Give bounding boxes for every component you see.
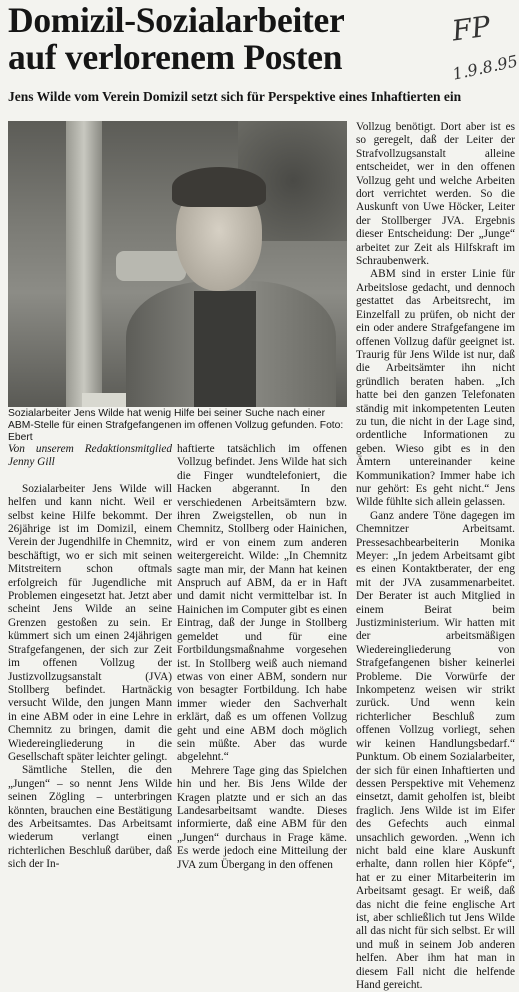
article-column-3 <box>356 121 515 992</box>
headline <box>8 2 478 76</box>
handwritten-date: 1.9.8.95 <box>450 51 519 84</box>
article-column-1 <box>8 443 172 872</box>
photo-person-shirt <box>194 291 256 407</box>
article-photo <box>8 121 347 407</box>
headline-line-1: Domizil-Sozialarbeiter <box>8 0 345 40</box>
paragraph: haftierte tatsächlich im offenen Vollzug befindet. Jens Wilde hat sich die Finger wundtelefoniert, die Hacken abgerannt. In den verschiedenen Arbeitsämtern bzw. ihren Zweigstellen, ob nun in Chemnitz, Stollberg oder Hainichen, wird er von einem zum anderen weitergereicht. Wilde: „In Chemnitz sagte man mir, der Mann hat keinen Anspruch auf ABM, da er in Haft und damit nicht vermittelbar ist. In Hainichen im Computer gibt es einen Eintrag, daß der Junge in Stollberg gemeldet und für eine Fortbildungsmaßnahme vorgesehen ist. In Stollberg weiß auch niemand etwas von einer ABM, sondern nur von besagter Fortbildung. Ich habe immer wieder den Sachverhalt erklärt, daß es um offenen Vollzug geht und eine ABM doch möglich sein müßte. Aber das wurde abgelehnt.“ <box>177 443 347 764</box>
paragraph: Vollzug benötigt. Dort aber ist es so geregelt, daß der Leiter der Strafvollzugsanstalt alleine entscheidet, wer in den offenen Vollzug geht und welche Arbeiten dort verrichtet werden. So die Auskunft von Uwe Höcker, Leiter der Stollberger JVA. Ergebnis dieser Entscheidung: Der „Junge“ arbeitet zur Zeit als Hilfskraft im Schraubenwerk. <box>356 121 515 268</box>
headline-line-2: auf verlorenem Posten <box>8 37 343 77</box>
paragraph: Sämtliche Stellen, die den „Jungen“ – so nennt Jens Wilde seinen Zögling – unterbringen könnten, brauchen eine Bestätigung des Arbeitsamtes. Das Arbeitsamt wiederum verlangt einen richterlichen Beschluß darüber, daß sich der In- <box>8 764 172 871</box>
article-column-2 <box>177 443 347 872</box>
photo-pole-poster <box>82 393 126 407</box>
photo-caption: Sozialarbeiter Jens Wilde hat wenig Hilfe bei seiner Suche nach einer ABM-Stelle für einen Strafgefangenen im offenen Vollzug gefunden. Foto: Ebert <box>8 408 344 443</box>
subheadline: Jens Wilde vom Verein Domizil setzt sich für Perspektive eines Inhaftierten ein <box>8 89 462 104</box>
photo-person-hair <box>172 167 266 207</box>
photo-background-car <box>116 251 186 281</box>
paragraph: Mehrere Tage ging das Spielchen hin und her. Bis Jens Wilde der Kragen platzte und er sich an das Landesarbeitsamt wandte. Dieses informierte, daß eine ABM für den „Jungen“ durchaus in Frage käme. Es werde jedoch eine Mitteilung der JVA zum Übergang in den offenen <box>177 764 347 871</box>
paragraph: Sozialarbeiter Jens Wilde will helfen und kann nicht. Weil er selbst keine Hilfe bekommt. Der 26jährige ist im Domizil, einem Verein der Jugendhilfe in Chemnitz, beschäftigt, wo er sich mit seinen Mitstreitern schon oftmals erfolgreich für Jugendliche mit Problemen eingesetzt hat. Jetzt aber scheint Jens Wilde an seine Grenzen gestoßen zu sein. Er kümmert sich um einen 24jährigen Strafgefangenen, der sich zur Zeit im offenen Vollzug der Justizvollzugsanstalt (JVA) Stollberg befindet. Hartnäckig versucht Wilde, den jungen Mann in eine ABM oder in eine Lehre in Chemnitz zu bringen, damit die Wiedereingliederung in die Gesellschaft später leichter gelingt. <box>8 482 172 763</box>
byline: Von unserem Redaktionsmitglied Jenny Gill <box>8 443 172 469</box>
paragraph: Ganz andere Töne dagegen im Chemnitzer Arbeitsamt. Pressesachbearbeiterin Monika Meyer: „In jedem Arbeitsamt gibt es einen Kontaktberater, der eng mit der JVA zusammenarbeitet. Der Berater ist auch Mitglied in einem Beirat beim Justizministerium. Wir hatten mit der arbeitsmäßigen Wiedereingliederung von Strafgefangenen bisher keinerlei Probleme. Die Vorwürfe der Inkompetenz weisen wir strikt zurück. Und wenn kein richterlicher Beschluß zum offenen Vollzug vorliegt, sehen wir keinen Handlungsbedarf.“ Punktum. Ob einem Sozialarbeiter, der sich für einen Inhaftierten und dessen Perspektive mit Vehemenz einsetzt, damit geholfen ist, bleibt fraglich. Jens Wilde ist im Eifer des Gefechts auch einmal unsachlich geworden. „Wenn ich nicht bald eine klare Auskunft erhalte, dann rollen hier Köpfe“, hat er zu einer Mitarbeiterin im Arbeitsamt gesagt. Er weiß, daß das nicht die feine englische Art ist, aber schließlich tut Jens Wilde all das nicht für sich selbst. Er will und muß in seinem Job anderen helfen. Aber ihm hat man in diesem Fall nicht die helfende Hand gereicht. <box>356 509 515 991</box>
paragraph: ABM sind in erster Linie für Arbeitslose gedacht, und dennoch gestattet das Arbeitsrecht, im Einzelfall zu prüfen, ob nicht der ein oder andere Strafgefangene im offenen Vollzug dafür geeignet ist. Traurig für Jens Wilde ist nur, daß die Arbeitsämter ihn nicht gründlich beraten haben. „Ich hatte bei den ganzen Telefonaten ständig mit inkompetenten Leuten zu tun, die nicht in der Lage sind, ordentliche Informationen zu geben. Wieso gibt es in den Ämtern untereinander keine Kommunikation? Immer habe ich nur gehört: Es geht nicht.“ Jens Wilde fühlte sich allein gelassen. <box>356 268 515 509</box>
handwritten-initials: FP <box>449 9 493 48</box>
photo-lamp-pole <box>66 121 102 407</box>
